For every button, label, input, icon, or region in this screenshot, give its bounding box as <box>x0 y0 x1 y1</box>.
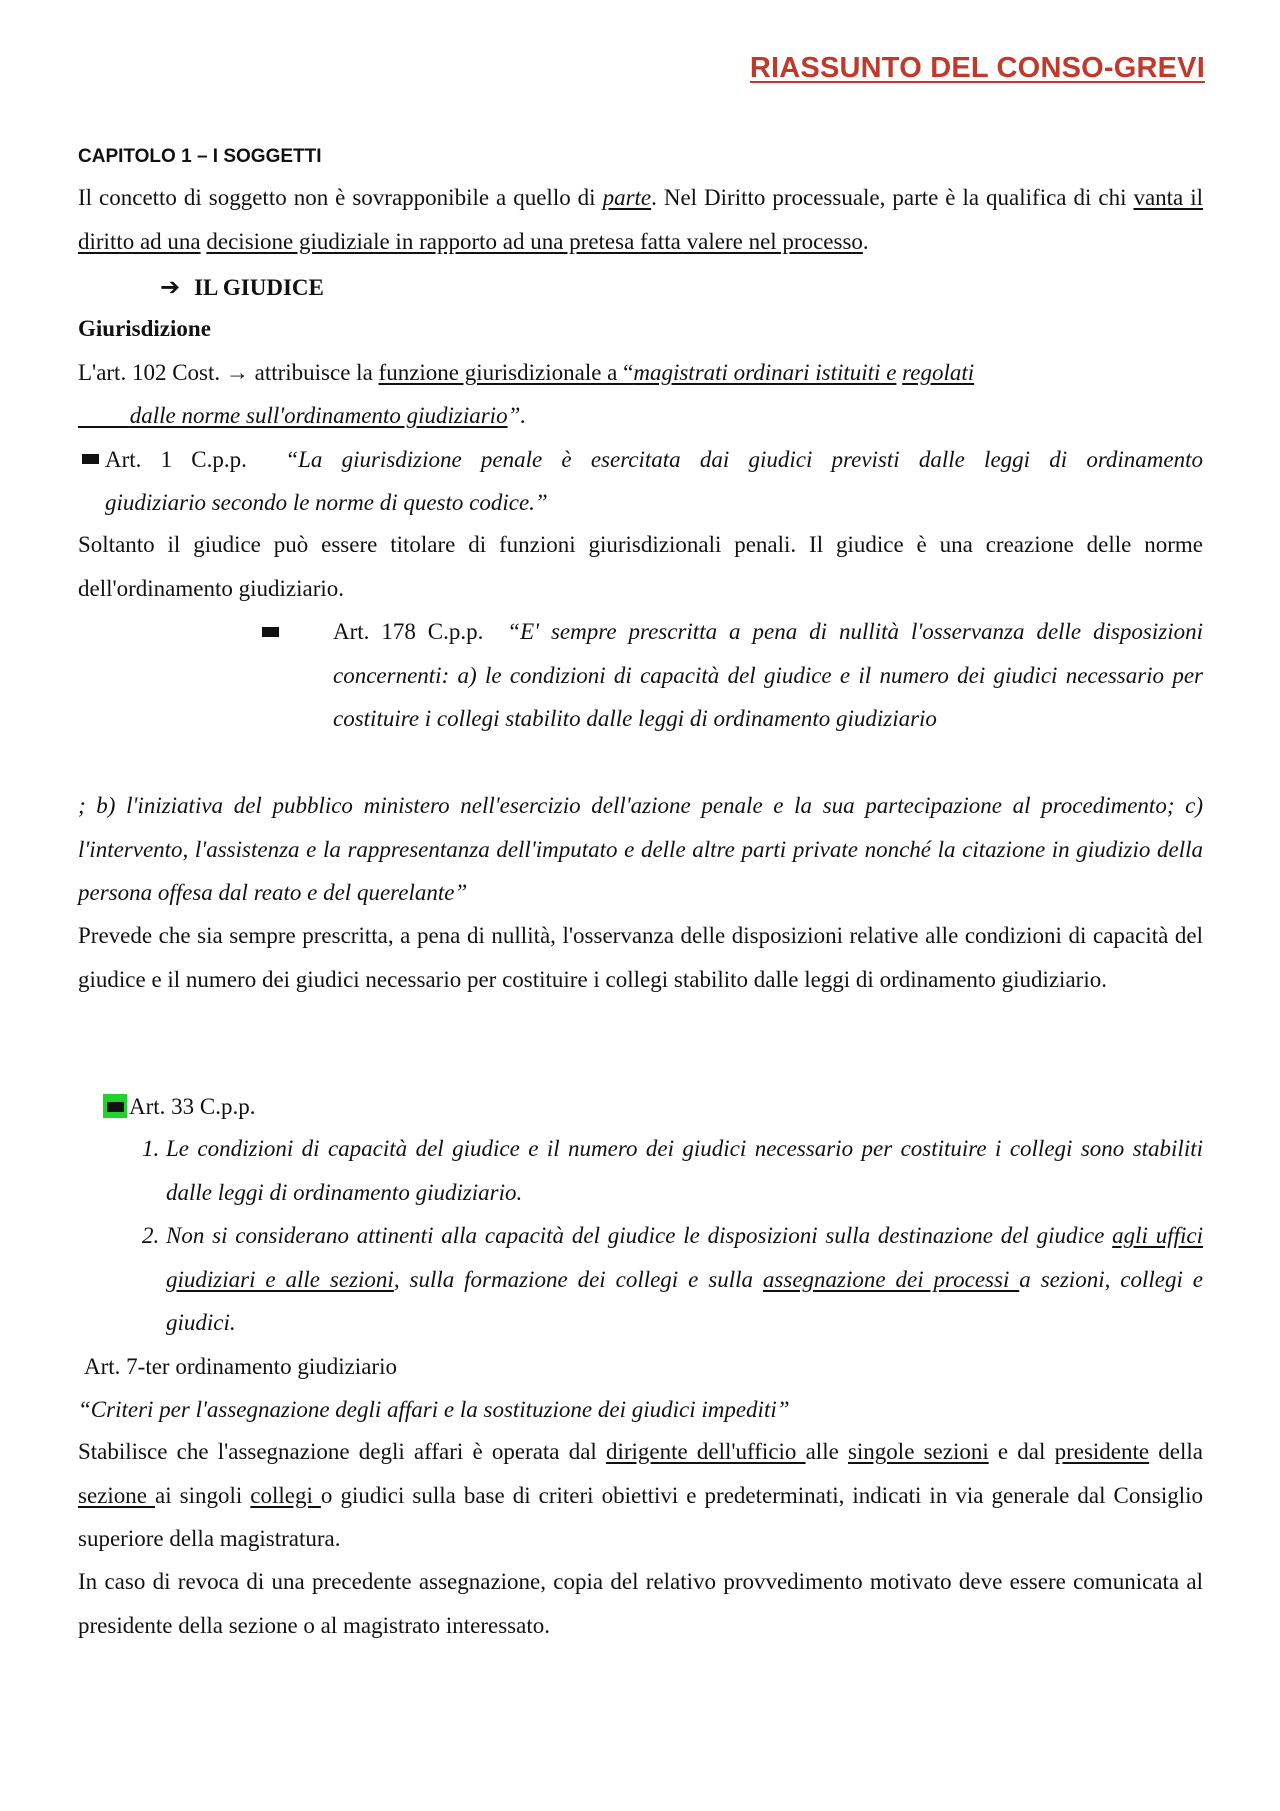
art33-item-2-b: , sulla formazione dei collegi e sulla <box>393 1266 763 1292</box>
stabilisce-f: o giudici sulla base di criteri obiettivi e predeterminati, indicati in via generale dal Consiglio superiore della magistratura. <box>78 1482 1203 1551</box>
art178-quote: “E' sempre prescritta a pena di nullità l'osservanza delle disposizioni concernenti: a) le condizioni di capacità del giudice e il numero dei giudici necessario per costituire i collegi stabilito dalle leggi di ordinamento giudiziario <box>333 619 1204 731</box>
intro-paragraph <box>78 176 1203 263</box>
stabilisce-a: Stabilisce che l'assegnazione degli affari è operata dal <box>78 1439 606 1464</box>
stabilisce-c: e dal <box>988 1439 1055 1464</box>
art33-item-2-num: 2. <box>142 1223 160 1248</box>
stabilisce-b: alle <box>805 1439 848 1464</box>
art33-item-1 <box>142 1127 1203 1214</box>
art33-item-2 <box>142 1214 1203 1345</box>
stabilisce-u3: presidente <box>1054 1439 1150 1464</box>
art102-italic-2: regolati <box>902 360 975 385</box>
art7ter-quote: “Criteri per l'assegnazione degli affari e la sostituzione dei giudici impediti” <box>78 1397 790 1422</box>
art178-continuation: ; b) l'iniziativa del pubblico ministero nell'esercizio dell'azione penale e la sua partecipazione al procedimento; c) l'intervento, l'assistenza e la rappresentanza dell'imputato e delle altre parti private nonché la citazione in giudizio della persona offesa dal reato e del querelante” <box>78 793 1203 905</box>
chapter-title: CAPITOLO 1 – I SOGGETTI <box>78 146 322 167</box>
art102-italic-3: dalle norme sull'ordinamento giudiziario <box>129 403 508 428</box>
section-heading <box>160 273 324 301</box>
art178-label: Art. 178 C.p.p. <box>333 619 484 644</box>
art33-item-2-text <box>166 1214 1203 1345</box>
art33-heading <box>103 1094 256 1120</box>
stabilisce-u5: collegi <box>250 1482 321 1508</box>
art33-item-2-underline-1: agli uffici giudiziari e alle sezioni <box>166 1223 1203 1292</box>
document-header-title: RIASSUNTO DEL CONSO-GREVI <box>749 52 1205 84</box>
section-title: IL GIUDICE <box>194 275 324 300</box>
art33-item-2-underline-2: assegnazione dei processi <box>762 1266 1020 1292</box>
art33-item-1-text: Le condizioni di capacità del giudice e il numero dei giudici necessario per costituire i collegi sono stabiliti dalle leggi di ordinamento giudiziario. <box>166 1136 1203 1205</box>
art102-underline: funzione giurisdizionale a “ <box>378 360 634 385</box>
art7ter-label: Art. 7-ter ordinamento giudiziario <box>84 1354 397 1379</box>
art33-label: Art. 33 C.p.p. <box>129 1094 256 1119</box>
art102-italic-1: magistrati ordinari istituiti e <box>633 360 897 385</box>
intro-parte: parte <box>602 185 652 210</box>
art1-label: Art. 1 C.p.p. <box>105 447 247 472</box>
art1-line1 <box>82 447 1203 473</box>
art178-block <box>333 610 1203 741</box>
art102-text-a: L'art. 102 Cost. → attribuisce la <box>78 360 379 385</box>
art102-gap <box>78 403 130 428</box>
stabilisce-e: ai singoli <box>155 1482 251 1508</box>
stabilisce-u2: singole sezioni <box>847 1439 989 1464</box>
art33-item-2-a: Non si considerano attinenti alla capacità del giudice le disposizioni sulla destinazione del giudice <box>166 1223 1113 1248</box>
paragraph-prevede: Prevede che sia sempre prescritta, a pena di nullità, l'osservanza delle disposizioni relative alle condizioni di capacità del giudice e il numero dei giudici necessario per costituire i collegi stabilito dalle leggi di ordinamento giudiziario. <box>78 923 1203 992</box>
paragraph-revoca: In caso di revoca di una precedente assegnazione, copia del relativo provvedimento motivato deve essere comunicata al presidente della sezione o al magistrato interessato. <box>78 1569 1203 1638</box>
stabilisce-u1: dirigente dell'ufficio <box>605 1439 806 1464</box>
paragraph-soltanto: Soltanto il giudice può essere titolare di funzioni giurisdizionali penali. Il giudice è una creazione delle norme dell'ordinamento giudiziario. <box>78 532 1203 601</box>
art33-item-2-c: a sezioni, collegi e giudici. <box>166 1266 1203 1335</box>
paragraph-stabilisce <box>78 1430 1203 1561</box>
intro-underline-1: vanta il diritto ad una <box>78 185 1204 254</box>
stabilisce-u4: sezione <box>78 1482 155 1508</box>
art1-quote: “La giurisdizione penale è esercitata dai giudici previsti dalle leggi di ordinamento <box>285 447 1204 472</box>
stabilisce-d: della <box>1149 1439 1203 1464</box>
square-bullet-icon <box>82 454 99 464</box>
art102-line1 <box>78 360 974 386</box>
intro-text-b: . Nel Diritto processuale, parte è la qualifica di chi <box>651 185 1134 210</box>
square-bullet-icon <box>262 627 279 637</box>
art1-line2: giudiziario secondo le norme di questo codice.” <box>105 490 548 515</box>
subsection-title: Giurisdizione <box>78 316 211 341</box>
intro-underline-2: decisione giudiziale in rapporto ad una pretesa fatta valere nel processo <box>206 228 863 254</box>
intro-period: . <box>862 228 869 254</box>
art102-line2 <box>78 403 526 429</box>
intro-text-a: Il concetto di soggetto non è sovrapponibile a quello di <box>78 185 603 210</box>
arrow-right-icon: ➔ <box>160 273 181 301</box>
art102-end: ”. <box>507 403 527 428</box>
art33-item-1-num: 1. <box>142 1136 160 1161</box>
highlighted-square-bullet-icon <box>103 1094 127 1118</box>
